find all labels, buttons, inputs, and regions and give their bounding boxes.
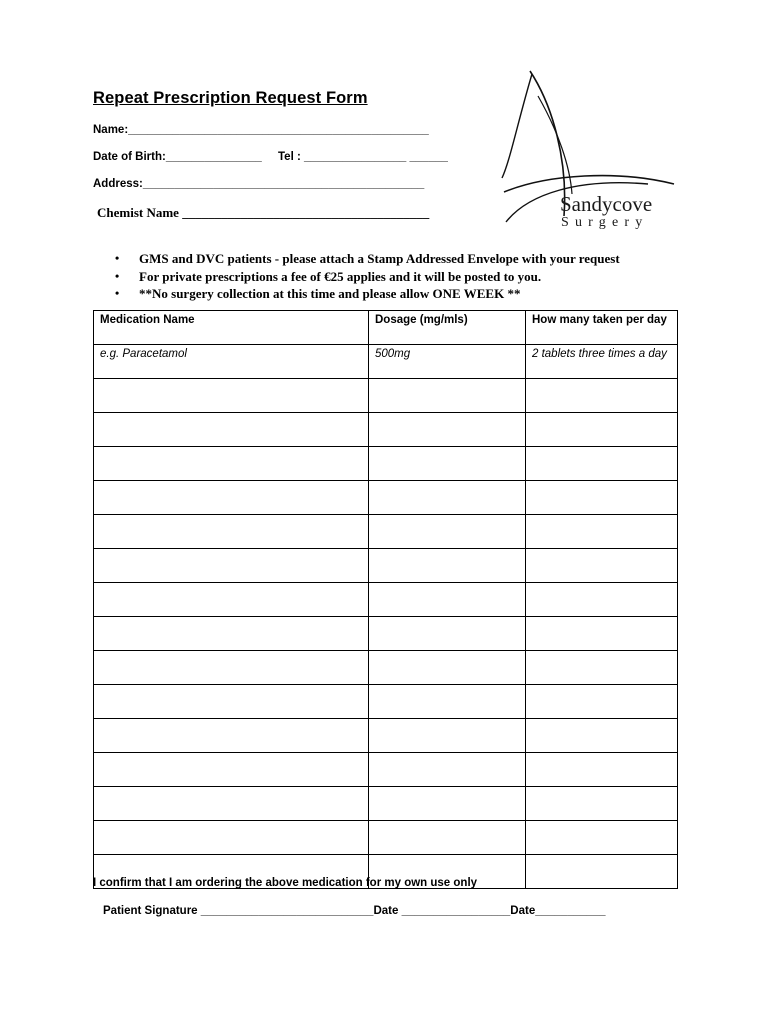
frequency-cell[interactable] [526, 379, 678, 413]
instruction-item: • GMS and DVC patients - please attach a Stamp Addressed Envelope with your request [115, 251, 620, 266]
frequency-cell[interactable] [526, 515, 678, 549]
header-dosage: Dosage (mg/mls) [369, 311, 526, 345]
medication-name-cell[interactable] [94, 685, 369, 719]
frequency-cell[interactable] [526, 821, 678, 855]
medication-name-cell[interactable] [94, 821, 369, 855]
table-row [94, 481, 678, 515]
bullet-icon: • [115, 251, 120, 265]
table-row [94, 617, 678, 651]
medication-name-cell[interactable] [94, 651, 369, 685]
example-dosage: 500mg [369, 345, 526, 379]
frequency-cell[interactable] [526, 753, 678, 787]
logo-subtitle: Surgery [561, 215, 649, 230]
frequency-cell[interactable] [526, 481, 678, 515]
frequency-cell[interactable] [526, 413, 678, 447]
table-row [94, 685, 678, 719]
medication-table [93, 310, 678, 889]
frequency-cell[interactable] [526, 651, 678, 685]
frequency-cell[interactable] [526, 549, 678, 583]
chemist-name-field[interactable]: Chemist Name ______________________________________ [97, 205, 430, 220]
dosage-cell[interactable] [369, 549, 526, 583]
frequency-cell[interactable] [526, 855, 678, 889]
example-medication: e.g. Paracetamol [94, 345, 369, 379]
medication-name-cell[interactable] [94, 515, 369, 549]
table-row [94, 787, 678, 821]
medication-name-cell[interactable] [94, 549, 369, 583]
frequency-cell[interactable] [526, 617, 678, 651]
dosage-cell[interactable] [369, 515, 526, 549]
logo-name: Sandycove [560, 192, 653, 216]
frequency-cell[interactable] [526, 719, 678, 753]
medication-name-cell[interactable] [94, 753, 369, 787]
instruction-item: • For private prescriptions a fee of €25 applies and it will be posted to you. [115, 268, 542, 284]
table-row [94, 413, 678, 447]
table-row [94, 515, 678, 549]
medication-name-cell[interactable] [94, 787, 369, 821]
table-row [94, 447, 678, 481]
table-row [94, 379, 678, 413]
medication-name-cell[interactable] [94, 481, 369, 515]
name-field[interactable]: Name:_______________________________________________ [93, 124, 429, 136]
table-row [94, 583, 678, 617]
dosage-cell[interactable] [369, 787, 526, 821]
table-row [94, 753, 678, 787]
medication-name-cell[interactable] [94, 719, 369, 753]
example-frequency: 2 tablets three times a day [526, 345, 678, 379]
table-row [94, 651, 678, 685]
table-example-row [94, 345, 678, 379]
dosage-cell[interactable] [369, 447, 526, 481]
dosage-cell[interactable] [369, 753, 526, 787]
table-row [94, 821, 678, 855]
medication-name-cell[interactable] [94, 583, 369, 617]
dosage-cell[interactable] [369, 719, 526, 753]
dosage-cell[interactable] [369, 685, 526, 719]
header-medication-name: Medication Name [94, 311, 369, 345]
form-title: Repeat Prescription Request Form [93, 89, 368, 107]
instructions-list [112, 250, 620, 303]
bullet-icon: • [115, 286, 120, 300]
telephone-field[interactable]: Tel : ________________ ______ [278, 151, 448, 163]
frequency-cell[interactable] [526, 447, 678, 481]
medication-name-cell[interactable] [94, 447, 369, 481]
dosage-cell[interactable] [369, 821, 526, 855]
frequency-cell[interactable] [526, 583, 678, 617]
dosage-cell[interactable] [369, 413, 526, 447]
medication-name-cell[interactable] [94, 379, 369, 413]
dosage-cell[interactable] [369, 617, 526, 651]
frequency-cell[interactable] [526, 685, 678, 719]
bullet-icon: • [115, 268, 120, 283]
dosage-cell[interactable] [369, 481, 526, 515]
dosage-cell[interactable] [369, 583, 526, 617]
dosage-cell[interactable] [369, 651, 526, 685]
dosage-cell[interactable] [369, 379, 526, 413]
medication-name-cell[interactable] [94, 413, 369, 447]
frequency-cell[interactable] [526, 787, 678, 821]
confirmation-statement: I confirm that I am ordering the above medication for my own use only [93, 877, 478, 889]
medication-name-cell[interactable] [94, 617, 369, 651]
table-row [94, 549, 678, 583]
table-row [94, 719, 678, 753]
table-header-row [94, 311, 678, 345]
date-of-birth-field[interactable]: Date of Birth:_______________ [93, 151, 262, 163]
signature-line[interactable]: Patient Signature ___________________________Date _________________Date___________ [103, 905, 606, 917]
header-how-many-per-day: How many taken per day [526, 311, 678, 345]
address-field[interactable]: Address:____________________________________________ [93, 178, 425, 190]
instruction-item: • **No surgery collection at this time and please allow ONE WEEK ** [115, 286, 521, 301]
